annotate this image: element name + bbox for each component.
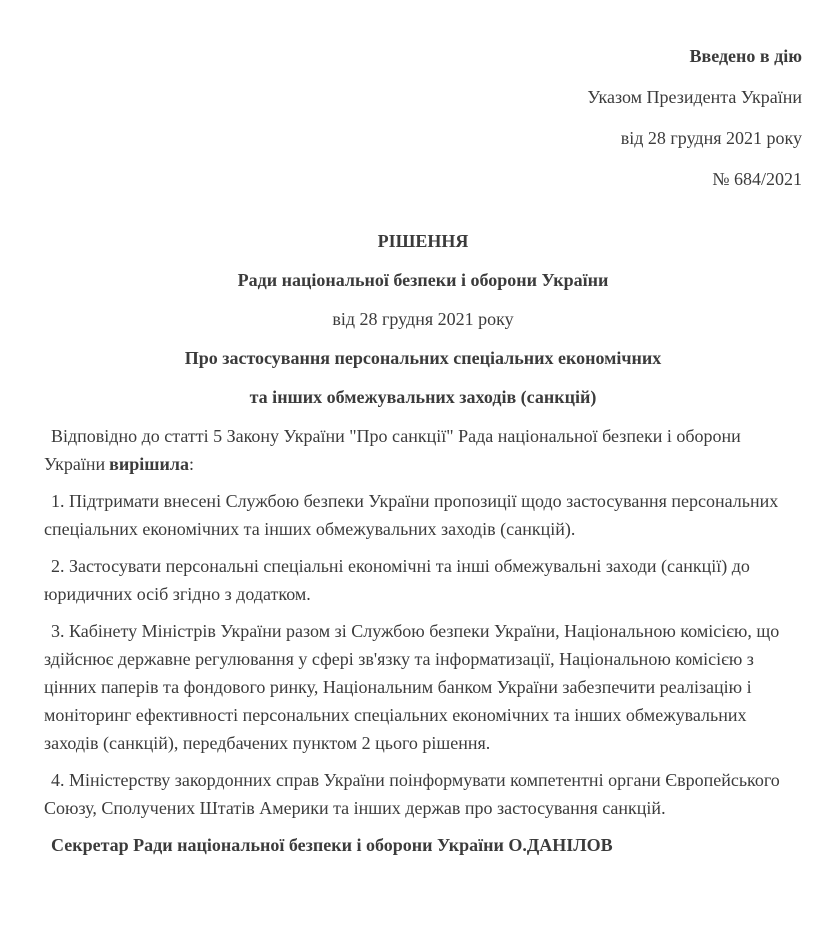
doc-issuer: Ради національної безпеки і оборони України — [237, 270, 609, 290]
issuance-block — [44, 42, 802, 193]
paragraph-2: 2. Застосувати персональні спеціальні економічні та інші обмежувальні заходи (санкції) до юридичних осіб згідно з додатком. — [44, 556, 750, 604]
issuance-enacted-line: Введено в дію — [689, 46, 802, 66]
issuance-date-line: від 28 грудня 2021 року — [620, 128, 802, 148]
intro-paragraph — [44, 422, 802, 478]
paragraph-4: 4. Міністерству закордонних справ України поінформувати компетентні органи Європейського Союзу, Сполучених Штатів Америки та інших держав про застосування санкцій. — [44, 770, 780, 818]
doc-subject-line-2: та інших обмежувальних заходів (санкцій) — [249, 387, 597, 407]
doc-date: від 28 грудня 2021 року — [332, 309, 514, 329]
document-body — [44, 422, 802, 859]
issuance-number-line: № 684/2021 — [712, 169, 802, 189]
intro-resolved-word: вирішила — [109, 454, 189, 474]
title-block — [44, 227, 802, 411]
doc-subject-line-1: Про застосування персональних спеціальних економічних — [184, 348, 662, 368]
paragraph-3: 3. Кабінету Міністрів України разом зі Службою безпеки України, Національною комісією, що здійснює державне регулювання у сфері зв'язку та інформатизації, Національною комісією з цінних паперів та фондового ринку, Національним банком України забезпечити реалізацію і моніторинг ефективності персональних спеціальних економічних та інших обмежувальних заходів (санкцій), передбачених пунктом 2 цього рішення. — [44, 621, 780, 753]
paragraph-1: 1. Підтримати внесені Службою безпеки України пропозиції щодо застосування персональних спеціальних економічних та інших обмежувальних заходів (санкцій). — [44, 491, 779, 539]
intro-text: Відповідно до статті 5 Закону України "Про санкції" Рада національної безпеки і оборони України — [44, 426, 741, 474]
intro-colon: : — [188, 454, 194, 474]
issuance-decree-line: Указом Президента України — [587, 87, 802, 107]
doc-title: РІШЕННЯ — [377, 231, 469, 251]
signature-line: Секретар Ради національної безпеки і оборони України О.ДАНІЛОВ — [51, 835, 613, 855]
